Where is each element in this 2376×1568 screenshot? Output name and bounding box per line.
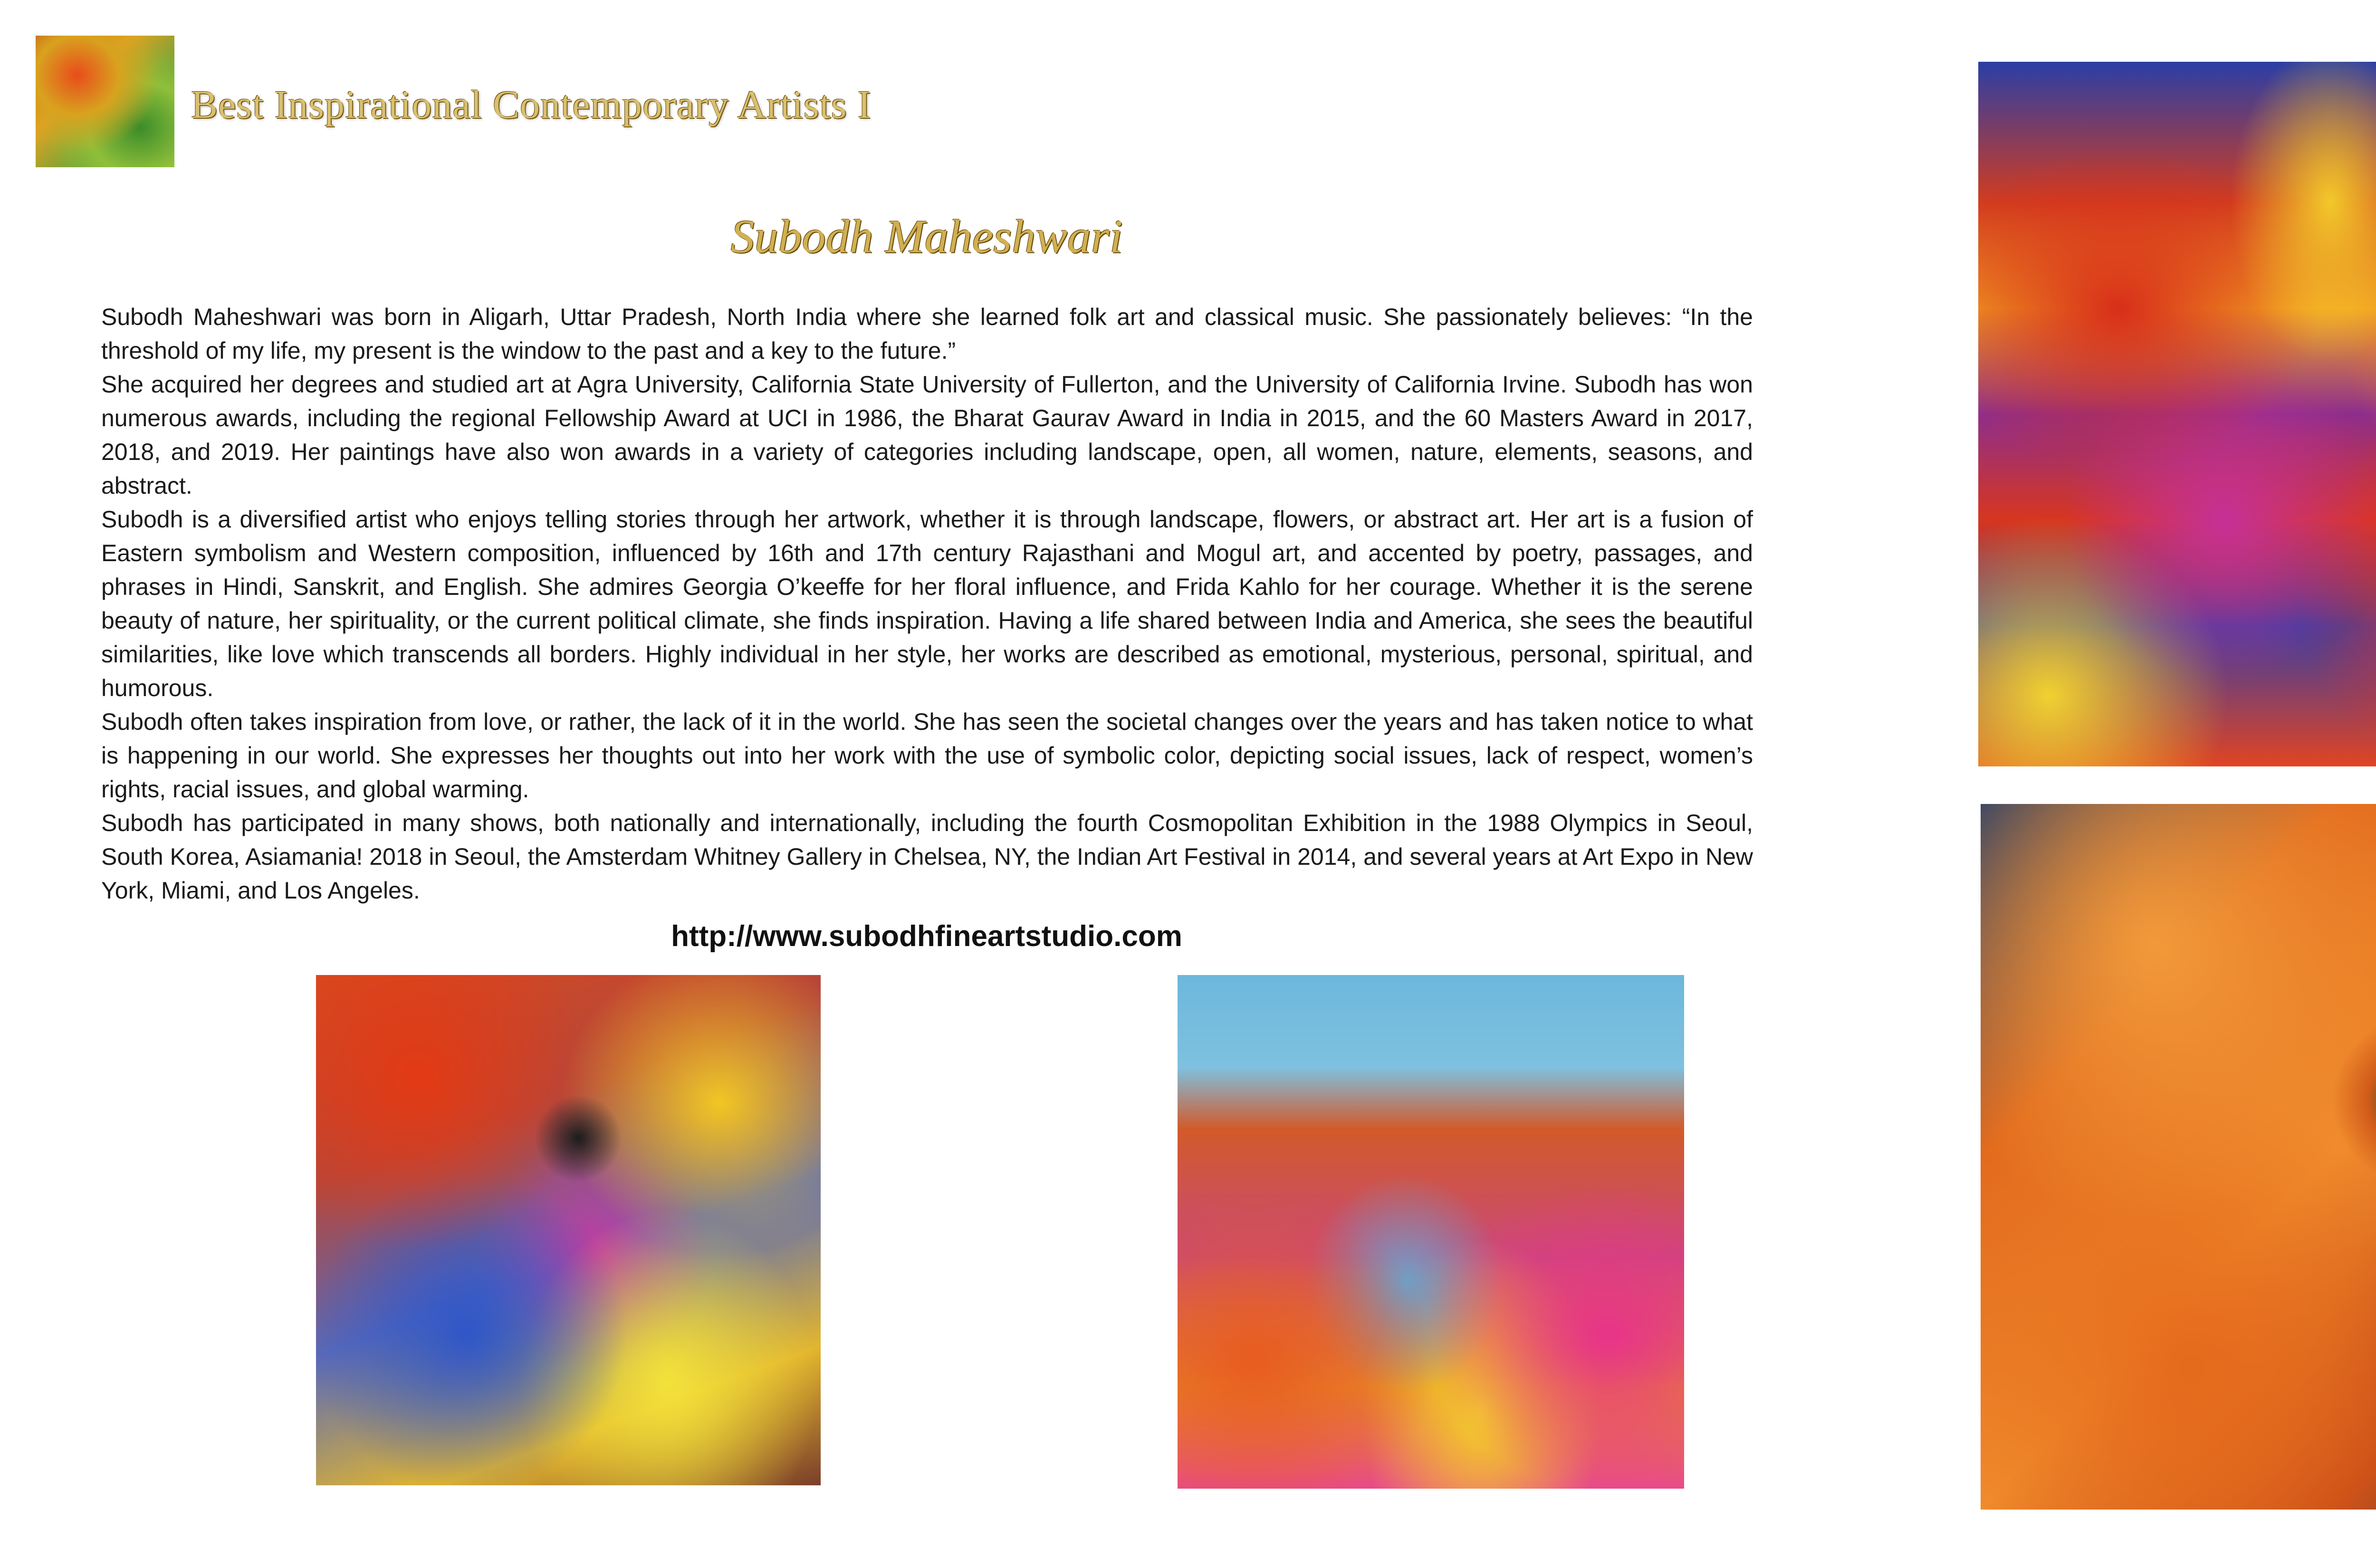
magazine-section-title: Best Inspirational Contemporary Artists I [191, 83, 872, 127]
painting-pink-mountain-landscape [1178, 975, 1684, 1489]
artist-name-heading: Subodh Maheshwari [730, 210, 1123, 263]
bio-paragraph: Subodh is a diversified artist who enjoys telling stories through her artwork, whether it is through landscape, flowers, or abstract art. Her art is a fusion of Eastern symbolism and Western composition, influenced by 16th and 17th century Rajasthani and Mogul art, and accented by poetry, passages, and phrases in Hindi, Sanskrit, and English. She admires Georgia O’keeffe for her floral influence, and Frida Kahlo for her courage. Whether it is the serene beauty of nature, her spirituality, or the current political climate, she finds inspiration. Having a life shared between India and America, she sees the beautiful similarities, like love which transcends all borders. Highly individual in her style, her works are described as emotional, mysterious, personal, spiritual, and humorous. [101, 506, 1753, 701]
bio-paragraph: She acquired her degrees and studied art at Agra University, California State University of Fullerton, and the University of California Irvine. Subodh has won numerous awards, including the regional Fellowship Award at UCI in 1986, the Bharat Gaurav Award in India in 2015, and the 60 Masters Award in 2017, 2018, and 2019. Her paintings have also won awards in a variety of categories including landscape, open, all women, nature, elements, seasons, and abstract. [101, 371, 1753, 499]
painting-orange-flower [1981, 804, 2376, 1510]
header-thumbnail-painting [36, 36, 174, 167]
bio-paragraph: Subodh Maheshwari was born in Aligarh, Uttar Pradesh, North India where she learned folk art and classical music. She passionately believes: “In the threshold of my life, my present is the window to the past and a key to the future.” [101, 304, 1753, 364]
painting-abstract-explosion [316, 975, 821, 1485]
artist-biography [101, 300, 1753, 908]
bio-paragraph: Subodh has participated in many shows, both nationally and internationally, including the fourth Cosmopolitan Exhibition in the 1988 Olympics in Seoul, South Korea, Asiamania! 2018 in Seoul, the Amsterdam Whitney Gallery in Chelsea, NY, the Indian Art Festival in 2014, and several years at Art Expo in New York, Miami, and Los Angeles. [101, 810, 1753, 904]
artist-website-link[interactable]: http://www.subodhfineartstudio.com [671, 920, 1182, 953]
bio-paragraph: Subodh often takes inspiration from love, or rather, the lack of it in the world. She has seen the societal changes over the years and has taken notice to what is happening in our world. She expresses her thoughts out into her work with the use of symbolic color, depicting social issues, lack of respect, women’s rights, racial issues, and global warming. [101, 708, 1753, 803]
painting-abstract-red-yellow-blue [1978, 62, 2376, 766]
